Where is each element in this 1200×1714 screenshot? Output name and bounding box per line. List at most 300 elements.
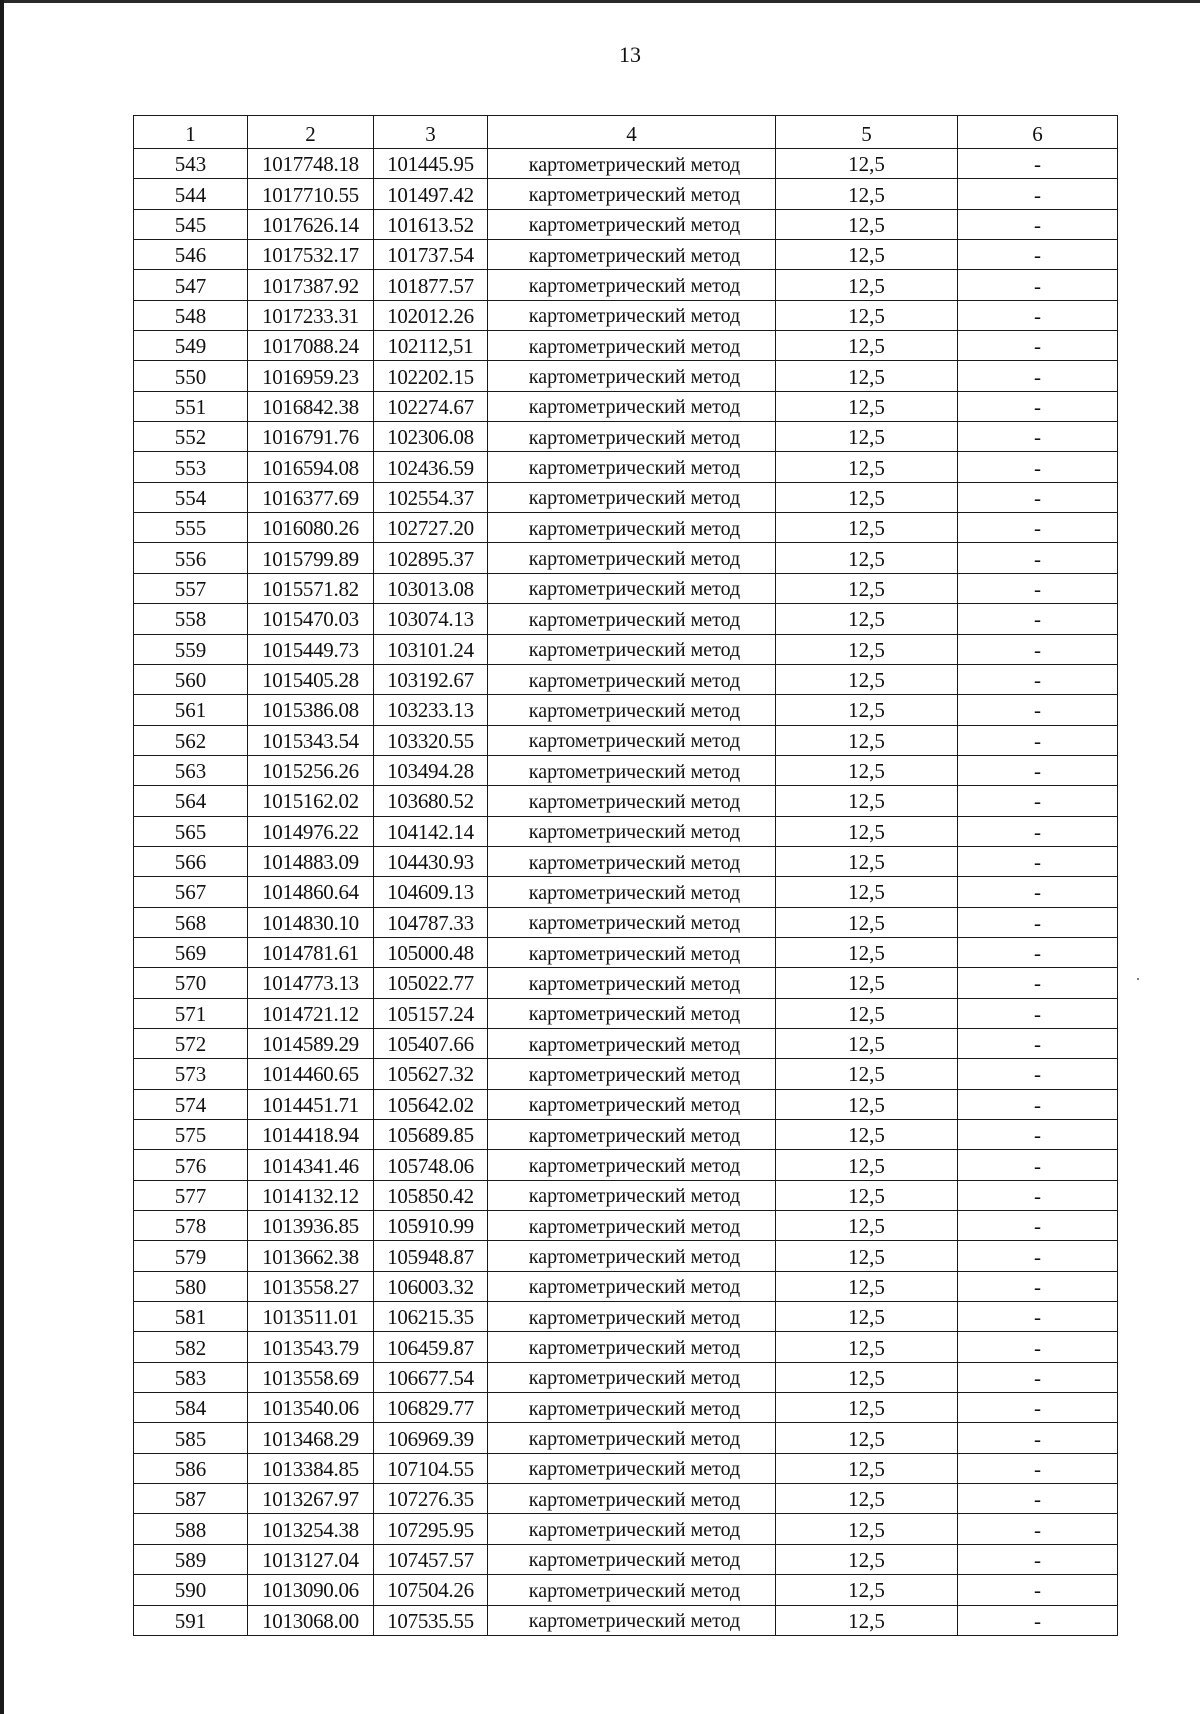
- table-row: [134, 391, 1118, 421]
- point-number-cell: 586: [134, 1453, 248, 1483]
- method-cell: картометрический метод: [488, 1241, 776, 1271]
- point-number-cell: 549: [134, 331, 248, 361]
- col6-cell: -: [958, 240, 1118, 270]
- table-row: [134, 937, 1118, 967]
- accuracy-cell: 12,5: [776, 1211, 958, 1241]
- method-cell: картометрический метод: [488, 1211, 776, 1241]
- table-row: [134, 149, 1118, 179]
- col6-cell: -: [958, 1423, 1118, 1453]
- col6-cell: -: [958, 361, 1118, 391]
- x-coordinate-cell: 1013511.01: [248, 1302, 374, 1332]
- method-cell: картометрический метод: [488, 1514, 776, 1544]
- point-number-cell: 574: [134, 1089, 248, 1119]
- col6-cell: -: [958, 634, 1118, 664]
- accuracy-cell: 12,5: [776, 1332, 958, 1362]
- col6-cell: -: [958, 573, 1118, 603]
- method-cell: картометрический метод: [488, 300, 776, 330]
- x-coordinate-cell: 1015571.82: [248, 573, 374, 603]
- table-row: [134, 816, 1118, 846]
- y-coordinate-cell: 102727.20: [374, 513, 488, 543]
- point-number-cell: 591: [134, 1605, 248, 1635]
- col6-cell: -: [958, 1241, 1118, 1271]
- accuracy-cell: 12,5: [776, 695, 958, 725]
- method-cell: картометрический метод: [488, 725, 776, 755]
- point-number-cell: 571: [134, 998, 248, 1028]
- table-row: [134, 1059, 1118, 1089]
- y-coordinate-cell: 103101.24: [374, 634, 488, 664]
- method-cell: картометрический метод: [488, 1393, 776, 1423]
- method-cell: картометрический метод: [488, 573, 776, 603]
- x-coordinate-cell: 1015343.54: [248, 725, 374, 755]
- method-cell: картометрический метод: [488, 1423, 776, 1453]
- y-coordinate-cell: 107104.55: [374, 1453, 488, 1483]
- col6-cell: -: [958, 816, 1118, 846]
- y-coordinate-cell: 107504.26: [374, 1575, 488, 1605]
- accuracy-cell: 12,5: [776, 331, 958, 361]
- accuracy-cell: 12,5: [776, 725, 958, 755]
- method-cell: картометрический метод: [488, 1180, 776, 1210]
- y-coordinate-cell: 106215.35: [374, 1302, 488, 1332]
- table-row: [134, 1028, 1118, 1058]
- x-coordinate-cell: 1013384.85: [248, 1453, 374, 1483]
- method-cell: картометрический метод: [488, 664, 776, 694]
- y-coordinate-cell: 101445.95: [374, 149, 488, 179]
- col6-cell: -: [958, 1271, 1118, 1301]
- y-coordinate-cell: 105689.85: [374, 1120, 488, 1150]
- x-coordinate-cell: 1013558.27: [248, 1271, 374, 1301]
- x-coordinate-cell: 1013558.69: [248, 1362, 374, 1392]
- method-cell: картометрический метод: [488, 1120, 776, 1150]
- table-row: [134, 240, 1118, 270]
- table-row: [134, 1180, 1118, 1210]
- point-number-cell: 590: [134, 1575, 248, 1605]
- table-row: [134, 634, 1118, 664]
- table-row: [134, 877, 1118, 907]
- table-row: [134, 573, 1118, 603]
- y-coordinate-cell: 105022.77: [374, 968, 488, 998]
- accuracy-cell: 12,5: [776, 1575, 958, 1605]
- x-coordinate-cell: 1016594.08: [248, 452, 374, 482]
- col6-cell: -: [958, 877, 1118, 907]
- y-coordinate-cell: 102112,51: [374, 331, 488, 361]
- accuracy-cell: 12,5: [776, 1271, 958, 1301]
- accuracy-cell: 12,5: [776, 1028, 958, 1058]
- col6-cell: -: [958, 907, 1118, 937]
- col6-cell: -: [958, 1211, 1118, 1241]
- y-coordinate-cell: 102554.37: [374, 482, 488, 512]
- method-cell: картометрический метод: [488, 391, 776, 421]
- accuracy-cell: 12,5: [776, 907, 958, 937]
- y-coordinate-cell: 101737.54: [374, 240, 488, 270]
- point-number-cell: 552: [134, 422, 248, 452]
- y-coordinate-cell: 105748.06: [374, 1150, 488, 1180]
- accuracy-cell: 12,5: [776, 1605, 958, 1635]
- x-coordinate-cell: 1017626.14: [248, 209, 374, 239]
- table-row: [134, 907, 1118, 937]
- point-number-cell: 568: [134, 907, 248, 937]
- x-coordinate-cell: 1014341.46: [248, 1150, 374, 1180]
- y-coordinate-cell: 106459.87: [374, 1332, 488, 1362]
- point-number-cell: 565: [134, 816, 248, 846]
- x-coordinate-cell: 1017088.24: [248, 331, 374, 361]
- method-cell: картометрический метод: [488, 786, 776, 816]
- col6-cell: -: [958, 1120, 1118, 1150]
- x-coordinate-cell: 1017387.92: [248, 270, 374, 300]
- x-coordinate-cell: 1014773.13: [248, 968, 374, 998]
- accuracy-cell: 12,5: [776, 1120, 958, 1150]
- table-row: [134, 1544, 1118, 1574]
- accuracy-cell: 12,5: [776, 937, 958, 967]
- point-number-cell: 585: [134, 1423, 248, 1453]
- method-cell: картометрический метод: [488, 937, 776, 967]
- point-number-cell: 554: [134, 482, 248, 512]
- x-coordinate-cell: 1014883.09: [248, 846, 374, 876]
- x-coordinate-cell: 1014589.29: [248, 1028, 374, 1058]
- x-coordinate-cell: 1013936.85: [248, 1211, 374, 1241]
- accuracy-cell: 12,5: [776, 1241, 958, 1271]
- x-coordinate-cell: 1015470.03: [248, 604, 374, 634]
- x-coordinate-cell: 1013662.38: [248, 1241, 374, 1271]
- table-row: [134, 1150, 1118, 1180]
- accuracy-cell: 12,5: [776, 1302, 958, 1332]
- y-coordinate-cell: 101877.57: [374, 270, 488, 300]
- col6-cell: -: [958, 422, 1118, 452]
- accuracy-cell: 12,5: [776, 482, 958, 512]
- accuracy-cell: 12,5: [776, 846, 958, 876]
- method-cell: картометрический метод: [488, 1605, 776, 1635]
- accuracy-cell: 12,5: [776, 1544, 958, 1574]
- method-cell: картометрический метод: [488, 422, 776, 452]
- y-coordinate-cell: 103680.52: [374, 786, 488, 816]
- col6-cell: -: [958, 1150, 1118, 1180]
- method-cell: картометрический метод: [488, 877, 776, 907]
- coordinates-table: [133, 115, 1118, 1636]
- col6-cell: -: [958, 331, 1118, 361]
- col6-cell: -: [958, 1514, 1118, 1544]
- col6-cell: -: [958, 1059, 1118, 1089]
- point-number-cell: 582: [134, 1332, 248, 1362]
- col6-cell: -: [958, 937, 1118, 967]
- method-cell: картометрический метод: [488, 209, 776, 239]
- point-number-cell: 576: [134, 1150, 248, 1180]
- x-coordinate-cell: 1014451.71: [248, 1089, 374, 1119]
- y-coordinate-cell: 103494.28: [374, 755, 488, 785]
- table-row: [134, 1302, 1118, 1332]
- point-number-cell: 559: [134, 634, 248, 664]
- y-coordinate-cell: 105157.24: [374, 998, 488, 1028]
- table-row: [134, 1453, 1118, 1483]
- x-coordinate-cell: 1013468.29: [248, 1423, 374, 1453]
- x-coordinate-cell: 1014860.64: [248, 877, 374, 907]
- x-coordinate-cell: 1017710.55: [248, 179, 374, 209]
- accuracy-cell: 12,5: [776, 1514, 958, 1544]
- method-cell: картометрический метод: [488, 1150, 776, 1180]
- table-row: [134, 179, 1118, 209]
- x-coordinate-cell: 1013254.38: [248, 1514, 374, 1544]
- table-row: [134, 209, 1118, 239]
- point-number-cell: 566: [134, 846, 248, 876]
- table-row: [134, 695, 1118, 725]
- col6-cell: -: [958, 270, 1118, 300]
- point-number-cell: 557: [134, 573, 248, 603]
- table-row: [134, 1423, 1118, 1453]
- point-number-cell: 543: [134, 149, 248, 179]
- col6-cell: -: [958, 513, 1118, 543]
- x-coordinate-cell: 1013068.00: [248, 1605, 374, 1635]
- col6-cell: -: [958, 1453, 1118, 1483]
- accuracy-cell: 12,5: [776, 1453, 958, 1483]
- method-cell: картометрический метод: [488, 998, 776, 1028]
- table-header-row: [134, 116, 1118, 149]
- x-coordinate-cell: 1014460.65: [248, 1059, 374, 1089]
- x-coordinate-cell: 1014976.22: [248, 816, 374, 846]
- accuracy-cell: 12,5: [776, 1180, 958, 1210]
- method-cell: картометрический метод: [488, 240, 776, 270]
- table-row: [134, 968, 1118, 998]
- x-coordinate-cell: 1016080.26: [248, 513, 374, 543]
- point-number-cell: 562: [134, 725, 248, 755]
- method-cell: картометрический метод: [488, 1544, 776, 1574]
- y-coordinate-cell: 107535.55: [374, 1605, 488, 1635]
- point-number-cell: 570: [134, 968, 248, 998]
- method-cell: картометрический метод: [488, 179, 776, 209]
- col6-cell: -: [958, 391, 1118, 421]
- x-coordinate-cell: 1016959.23: [248, 361, 374, 391]
- method-cell: картометрический метод: [488, 604, 776, 634]
- col6-cell: -: [958, 149, 1118, 179]
- accuracy-cell: 12,5: [776, 1393, 958, 1423]
- accuracy-cell: 12,5: [776, 755, 958, 785]
- accuracy-cell: 12,5: [776, 1484, 958, 1514]
- accuracy-cell: 12,5: [776, 422, 958, 452]
- x-coordinate-cell: 1014132.12: [248, 1180, 374, 1210]
- x-coordinate-cell: 1017532.17: [248, 240, 374, 270]
- col6-cell: -: [958, 1302, 1118, 1332]
- method-cell: картометрический метод: [488, 634, 776, 664]
- col6-cell: -: [958, 452, 1118, 482]
- table-row: [134, 1393, 1118, 1423]
- method-cell: картометрический метод: [488, 149, 776, 179]
- accuracy-cell: 12,5: [776, 149, 958, 179]
- y-coordinate-cell: 107276.35: [374, 1484, 488, 1514]
- header-cell-col6: 6: [958, 116, 1118, 149]
- col6-cell: -: [958, 1605, 1118, 1635]
- point-number-cell: 546: [134, 240, 248, 270]
- point-number-cell: 587: [134, 1484, 248, 1514]
- accuracy-cell: 12,5: [776, 270, 958, 300]
- point-number-cell: 573: [134, 1059, 248, 1089]
- point-number-cell: 551: [134, 391, 248, 421]
- accuracy-cell: 12,5: [776, 452, 958, 482]
- x-coordinate-cell: 1016791.76: [248, 422, 374, 452]
- point-number-cell: 560: [134, 664, 248, 694]
- x-coordinate-cell: 1016842.38: [248, 391, 374, 421]
- point-number-cell: 579: [134, 1241, 248, 1271]
- point-number-cell: 588: [134, 1514, 248, 1544]
- x-coordinate-cell: 1013090.06: [248, 1575, 374, 1605]
- y-coordinate-cell: 105910.99: [374, 1211, 488, 1241]
- table-row: [134, 998, 1118, 1028]
- accuracy-cell: 12,5: [776, 1089, 958, 1119]
- col6-cell: -: [958, 1575, 1118, 1605]
- point-number-cell: 583: [134, 1362, 248, 1392]
- table-row: [134, 1271, 1118, 1301]
- header-cell-point-number: 1: [134, 116, 248, 149]
- table-row: [134, 1120, 1118, 1150]
- method-cell: картометрический метод: [488, 1332, 776, 1362]
- method-cell: картометрический метод: [488, 1271, 776, 1301]
- accuracy-cell: 12,5: [776, 1150, 958, 1180]
- method-cell: картометрический метод: [488, 270, 776, 300]
- method-cell: картометрический метод: [488, 816, 776, 846]
- point-number-cell: 580: [134, 1271, 248, 1301]
- point-number-cell: 547: [134, 270, 248, 300]
- point-number-cell: 564: [134, 786, 248, 816]
- y-coordinate-cell: 102436.59: [374, 452, 488, 482]
- accuracy-cell: 12,5: [776, 209, 958, 239]
- point-number-cell: 545: [134, 209, 248, 239]
- header-cell-method: 4: [488, 116, 776, 149]
- method-cell: картометрический метод: [488, 1484, 776, 1514]
- y-coordinate-cell: 102895.37: [374, 543, 488, 573]
- col6-cell: -: [958, 998, 1118, 1028]
- y-coordinate-cell: 105407.66: [374, 1028, 488, 1058]
- col6-cell: -: [958, 1089, 1118, 1119]
- col6-cell: -: [958, 300, 1118, 330]
- table-row: [134, 1089, 1118, 1119]
- header-cell-x-coordinate: 2: [248, 116, 374, 149]
- x-coordinate-cell: 1014721.12: [248, 998, 374, 1028]
- method-cell: картометрический метод: [488, 543, 776, 573]
- y-coordinate-cell: 107457.57: [374, 1544, 488, 1574]
- method-cell: картометрический метод: [488, 846, 776, 876]
- point-number-cell: 569: [134, 937, 248, 967]
- x-coordinate-cell: 1013543.79: [248, 1332, 374, 1362]
- y-coordinate-cell: 102306.08: [374, 422, 488, 452]
- table-row: [134, 725, 1118, 755]
- x-coordinate-cell: 1017233.31: [248, 300, 374, 330]
- x-coordinate-cell: 1013267.97: [248, 1484, 374, 1514]
- col6-cell: -: [958, 846, 1118, 876]
- y-coordinate-cell: 105850.42: [374, 1180, 488, 1210]
- x-coordinate-cell: 1014781.61: [248, 937, 374, 967]
- col6-cell: -: [958, 968, 1118, 998]
- col6-cell: -: [958, 1362, 1118, 1392]
- table-row: [134, 1362, 1118, 1392]
- method-cell: картометрический метод: [488, 968, 776, 998]
- point-number-cell: 567: [134, 877, 248, 907]
- table-row: [134, 786, 1118, 816]
- table-body: [134, 149, 1118, 1636]
- method-cell: картометрический метод: [488, 755, 776, 785]
- x-coordinate-cell: 1014830.10: [248, 907, 374, 937]
- point-number-cell: 548: [134, 300, 248, 330]
- table-row: [134, 1332, 1118, 1362]
- table-row: [134, 300, 1118, 330]
- y-coordinate-cell: 101497.42: [374, 179, 488, 209]
- table-row: [134, 270, 1118, 300]
- y-coordinate-cell: 102274.67: [374, 391, 488, 421]
- point-number-cell: 581: [134, 1302, 248, 1332]
- col6-cell: -: [958, 1332, 1118, 1362]
- col6-cell: -: [958, 482, 1118, 512]
- x-coordinate-cell: 1013540.06: [248, 1393, 374, 1423]
- y-coordinate-cell: 104142.14: [374, 816, 488, 846]
- table-row: [134, 482, 1118, 512]
- y-coordinate-cell: 106677.54: [374, 1362, 488, 1392]
- point-number-cell: 555: [134, 513, 248, 543]
- y-coordinate-cell: 104787.33: [374, 907, 488, 937]
- y-coordinate-cell: 103233.13: [374, 695, 488, 725]
- y-coordinate-cell: 104430.93: [374, 846, 488, 876]
- accuracy-cell: 12,5: [776, 1362, 958, 1392]
- y-coordinate-cell: 101613.52: [374, 209, 488, 239]
- accuracy-cell: 12,5: [776, 240, 958, 270]
- table-row: [134, 604, 1118, 634]
- method-cell: картометрический метод: [488, 1089, 776, 1119]
- point-number-cell: 561: [134, 695, 248, 725]
- accuracy-cell: 12,5: [776, 513, 958, 543]
- accuracy-cell: 12,5: [776, 391, 958, 421]
- method-cell: картометрический метод: [488, 1028, 776, 1058]
- x-coordinate-cell: 1015405.28: [248, 664, 374, 694]
- col6-cell: -: [958, 1393, 1118, 1423]
- y-coordinate-cell: 105642.02: [374, 1089, 488, 1119]
- table-row: [134, 664, 1118, 694]
- table-row: [134, 513, 1118, 543]
- method-cell: картометрический метод: [488, 1059, 776, 1089]
- method-cell: картометрический метод: [488, 513, 776, 543]
- method-cell: картометрический метод: [488, 907, 776, 937]
- point-number-cell: 575: [134, 1120, 248, 1150]
- point-number-cell: 589: [134, 1544, 248, 1574]
- col6-cell: -: [958, 786, 1118, 816]
- accuracy-cell: 12,5: [776, 664, 958, 694]
- x-coordinate-cell: 1013127.04: [248, 1544, 374, 1574]
- x-coordinate-cell: 1015386.08: [248, 695, 374, 725]
- method-cell: картометрический метод: [488, 361, 776, 391]
- table-row: [134, 1605, 1118, 1635]
- x-coordinate-cell: 1015449.73: [248, 634, 374, 664]
- table-row: [134, 1241, 1118, 1271]
- col6-cell: -: [958, 1180, 1118, 1210]
- accuracy-cell: 12,5: [776, 634, 958, 664]
- y-coordinate-cell: 103320.55: [374, 725, 488, 755]
- y-coordinate-cell: 104609.13: [374, 877, 488, 907]
- y-coordinate-cell: 105948.87: [374, 1241, 488, 1271]
- accuracy-cell: 12,5: [776, 361, 958, 391]
- accuracy-cell: 12,5: [776, 786, 958, 816]
- accuracy-cell: 12,5: [776, 816, 958, 846]
- x-coordinate-cell: 1015799.89: [248, 543, 374, 573]
- point-number-cell: 578: [134, 1211, 248, 1241]
- method-cell: картометрический метод: [488, 1362, 776, 1392]
- page-number: 13: [619, 42, 641, 67]
- table-row: [134, 543, 1118, 573]
- accuracy-cell: 12,5: [776, 968, 958, 998]
- x-coordinate-cell: 1014418.94: [248, 1120, 374, 1150]
- y-coordinate-cell: 105000.48: [374, 937, 488, 967]
- header-cell-y-coordinate: 3: [374, 116, 488, 149]
- accuracy-cell: 12,5: [776, 179, 958, 209]
- col6-cell: -: [958, 725, 1118, 755]
- col6-cell: -: [958, 1484, 1118, 1514]
- y-coordinate-cell: 106829.77: [374, 1393, 488, 1423]
- y-coordinate-cell: 103074.13: [374, 604, 488, 634]
- col6-cell: -: [958, 1544, 1118, 1574]
- col6-cell: -: [958, 664, 1118, 694]
- y-coordinate-cell: 102202.15: [374, 361, 488, 391]
